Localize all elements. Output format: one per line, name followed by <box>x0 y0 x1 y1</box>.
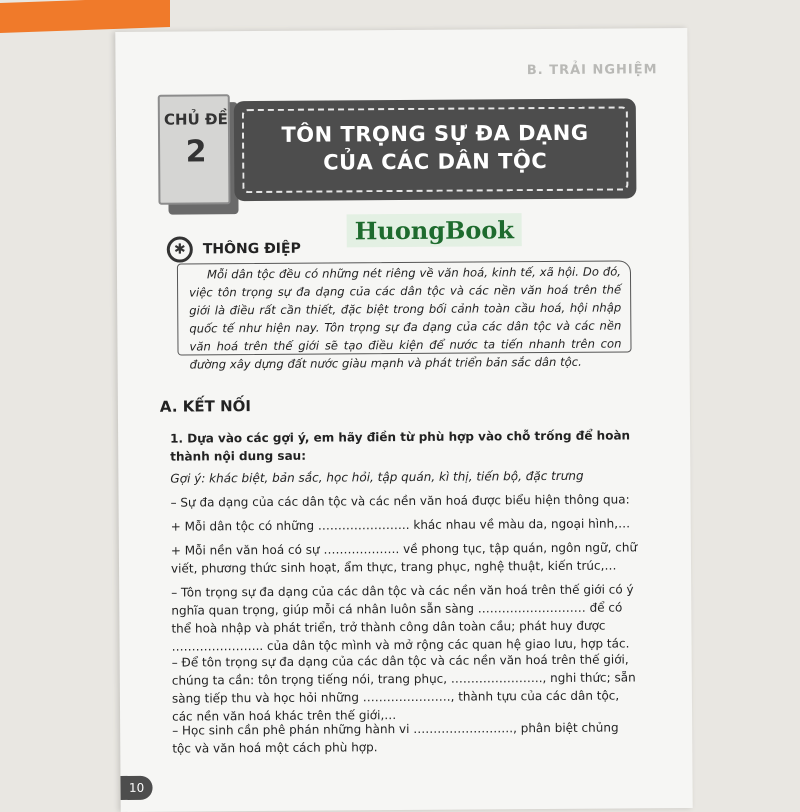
topic-title-line2: CỦA CÁC DÂN TỘC <box>323 148 548 175</box>
content-line: – Học sinh cần phê phán những hành vi ……………………., phân biệt chủng tộc và văn hoá một cách phù hợp. <box>172 720 619 756</box>
topic-book-icon <box>158 94 239 215</box>
content-line: – Để tôn trọng sự đa dạng của các dân tộc và các nền văn hoá trên thế giới, chúng ta cần: tôn trọng tiếng nói, trang phục, ………………….., nghi thức; sẵn sàng tiếp thu và học hỏi những …………………., thành tựu của các dân tộc, các nền văn hoá khác trên thế giới,… <box>171 652 636 724</box>
book-cover <box>158 94 231 204</box>
message-body: Mỗi dân tộc đều có những nét riêng về văn hoá, kinh tế, xã hội. Do đó, việc tôn trọng sự đa dạng của các dân tộc và các nền văn hoá trên thế giới là điều rất cần thiết, đặc biệt trong bối cảnh toàn cầu hoá, hội nhập quốc tế như hiện nay. Tôn trọng sự đa dạng của các dân tộc và các nền văn hoá trên thế giới sẽ tạo điều kiện để nước ta tiến nhanh trên con đường xây dựng đất nước giàu mạnh và phát triển bản sắc dân tộc. <box>189 264 622 372</box>
document-page <box>115 28 692 812</box>
background-book-cover <box>0 0 170 33</box>
topic-title-banner <box>234 98 637 201</box>
question-1: 1. Dựa vào các gợi ý, em hãy điền từ phù hợp vào chỗ trống để hoàn thành nội dung sau: <box>170 428 631 464</box>
section-header: B. TRẢI NGHIỆM <box>526 62 658 79</box>
content-line: – Sự đa dạng của các dân tộc và các nền văn hoá được biểu hiện thông qua: <box>170 492 630 510</box>
content-line: + Mỗi dân tộc có những ………………….. khác nhau về màu da, ngoại hình,… <box>170 516 631 534</box>
content-line: – Tôn trọng sự đa dạng của các dân tộc và các nền văn hoá trên thế giới có ý nghĩa quan trọng, giúp mỗi cá nhân luôn sẵn sàng ……………………… để có thể hoà nhập và phát triển, trở thành công dân toàn cầu; phát huy được ………………….. của dân tộc mình và mở rộng các quan hệ giao lưu, hợp tác. <box>171 582 634 654</box>
content-line: + Mỗi nền văn hoá có sự ………………. về phong tục, tập quán, ngôn ngữ, chữ viết, phương thức sinh hoạt, ẩm thực, trang phục, nghệ thuật, kiến trúc,… <box>170 540 638 576</box>
topic-number: 2 <box>185 134 207 170</box>
section-a-heading: A. KẾT NỐI <box>159 397 251 416</box>
topic-label: CHỦ ĐỀ <box>163 110 228 129</box>
page-number: 10 <box>120 776 152 800</box>
topic-title-line1: TÔN TRỌNG SỰ ĐA DẠNG <box>281 120 589 147</box>
message-title: THÔNG ĐIỆP <box>202 240 301 258</box>
hint-line: Gợi ý: khác biệt, bản sắc, học hỏi, tập quán, kì thị, tiến bộ, đặc trưng <box>170 468 584 486</box>
message-icon: ✱ <box>167 236 193 262</box>
watermark-logo: HuongBook <box>347 213 523 247</box>
